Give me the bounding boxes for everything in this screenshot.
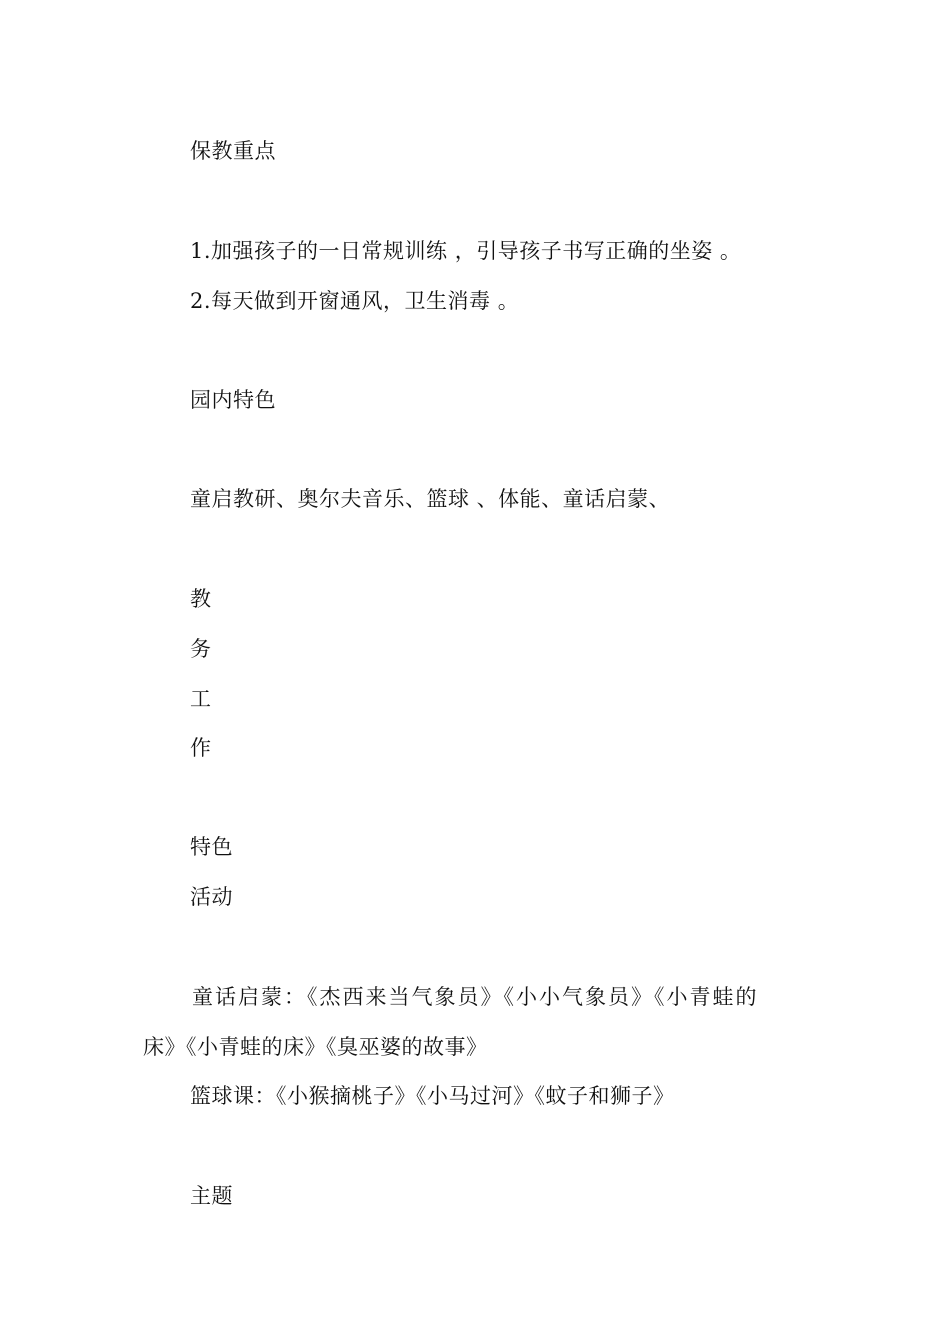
vertical-char-2: 务: [190, 637, 212, 661]
vertical-char-4: 作: [190, 736, 212, 760]
fairy-tale-line-2: 床》《小青蛙的床》《臭巫婆的故事》: [143, 1035, 488, 1059]
fairy-tale-line-1: 童话启蒙：《杰西来当气象员》《小小气象员》《小青蛙的: [192, 985, 759, 1009]
key-point-item-1: 1.加强孩子的一日常规训练 ，引导孩子书写正确的坐姿 。: [190, 239, 742, 263]
vertical-char-3: 工: [190, 687, 212, 711]
heading-key-points: 保教重点: [190, 139, 276, 163]
vertical-char-1: 教: [190, 587, 212, 611]
heading-features: 园内特色: [190, 388, 276, 412]
basketball-line: 篮球课：《小猴摘桃子》《小马过河》《蚊子和狮子》: [190, 1084, 675, 1108]
features-list: 童启教研、奥尔夫音乐、篮球 、体能、童话启蒙、: [190, 487, 671, 511]
key-point-item-2: 2.每天做到开窗通风，卫生消毒 。: [190, 289, 520, 313]
heading-theme: 主题: [190, 1184, 233, 1208]
heading-activities-line-1: 特色: [190, 835, 233, 859]
heading-activities-line-2: 活动: [190, 885, 233, 909]
